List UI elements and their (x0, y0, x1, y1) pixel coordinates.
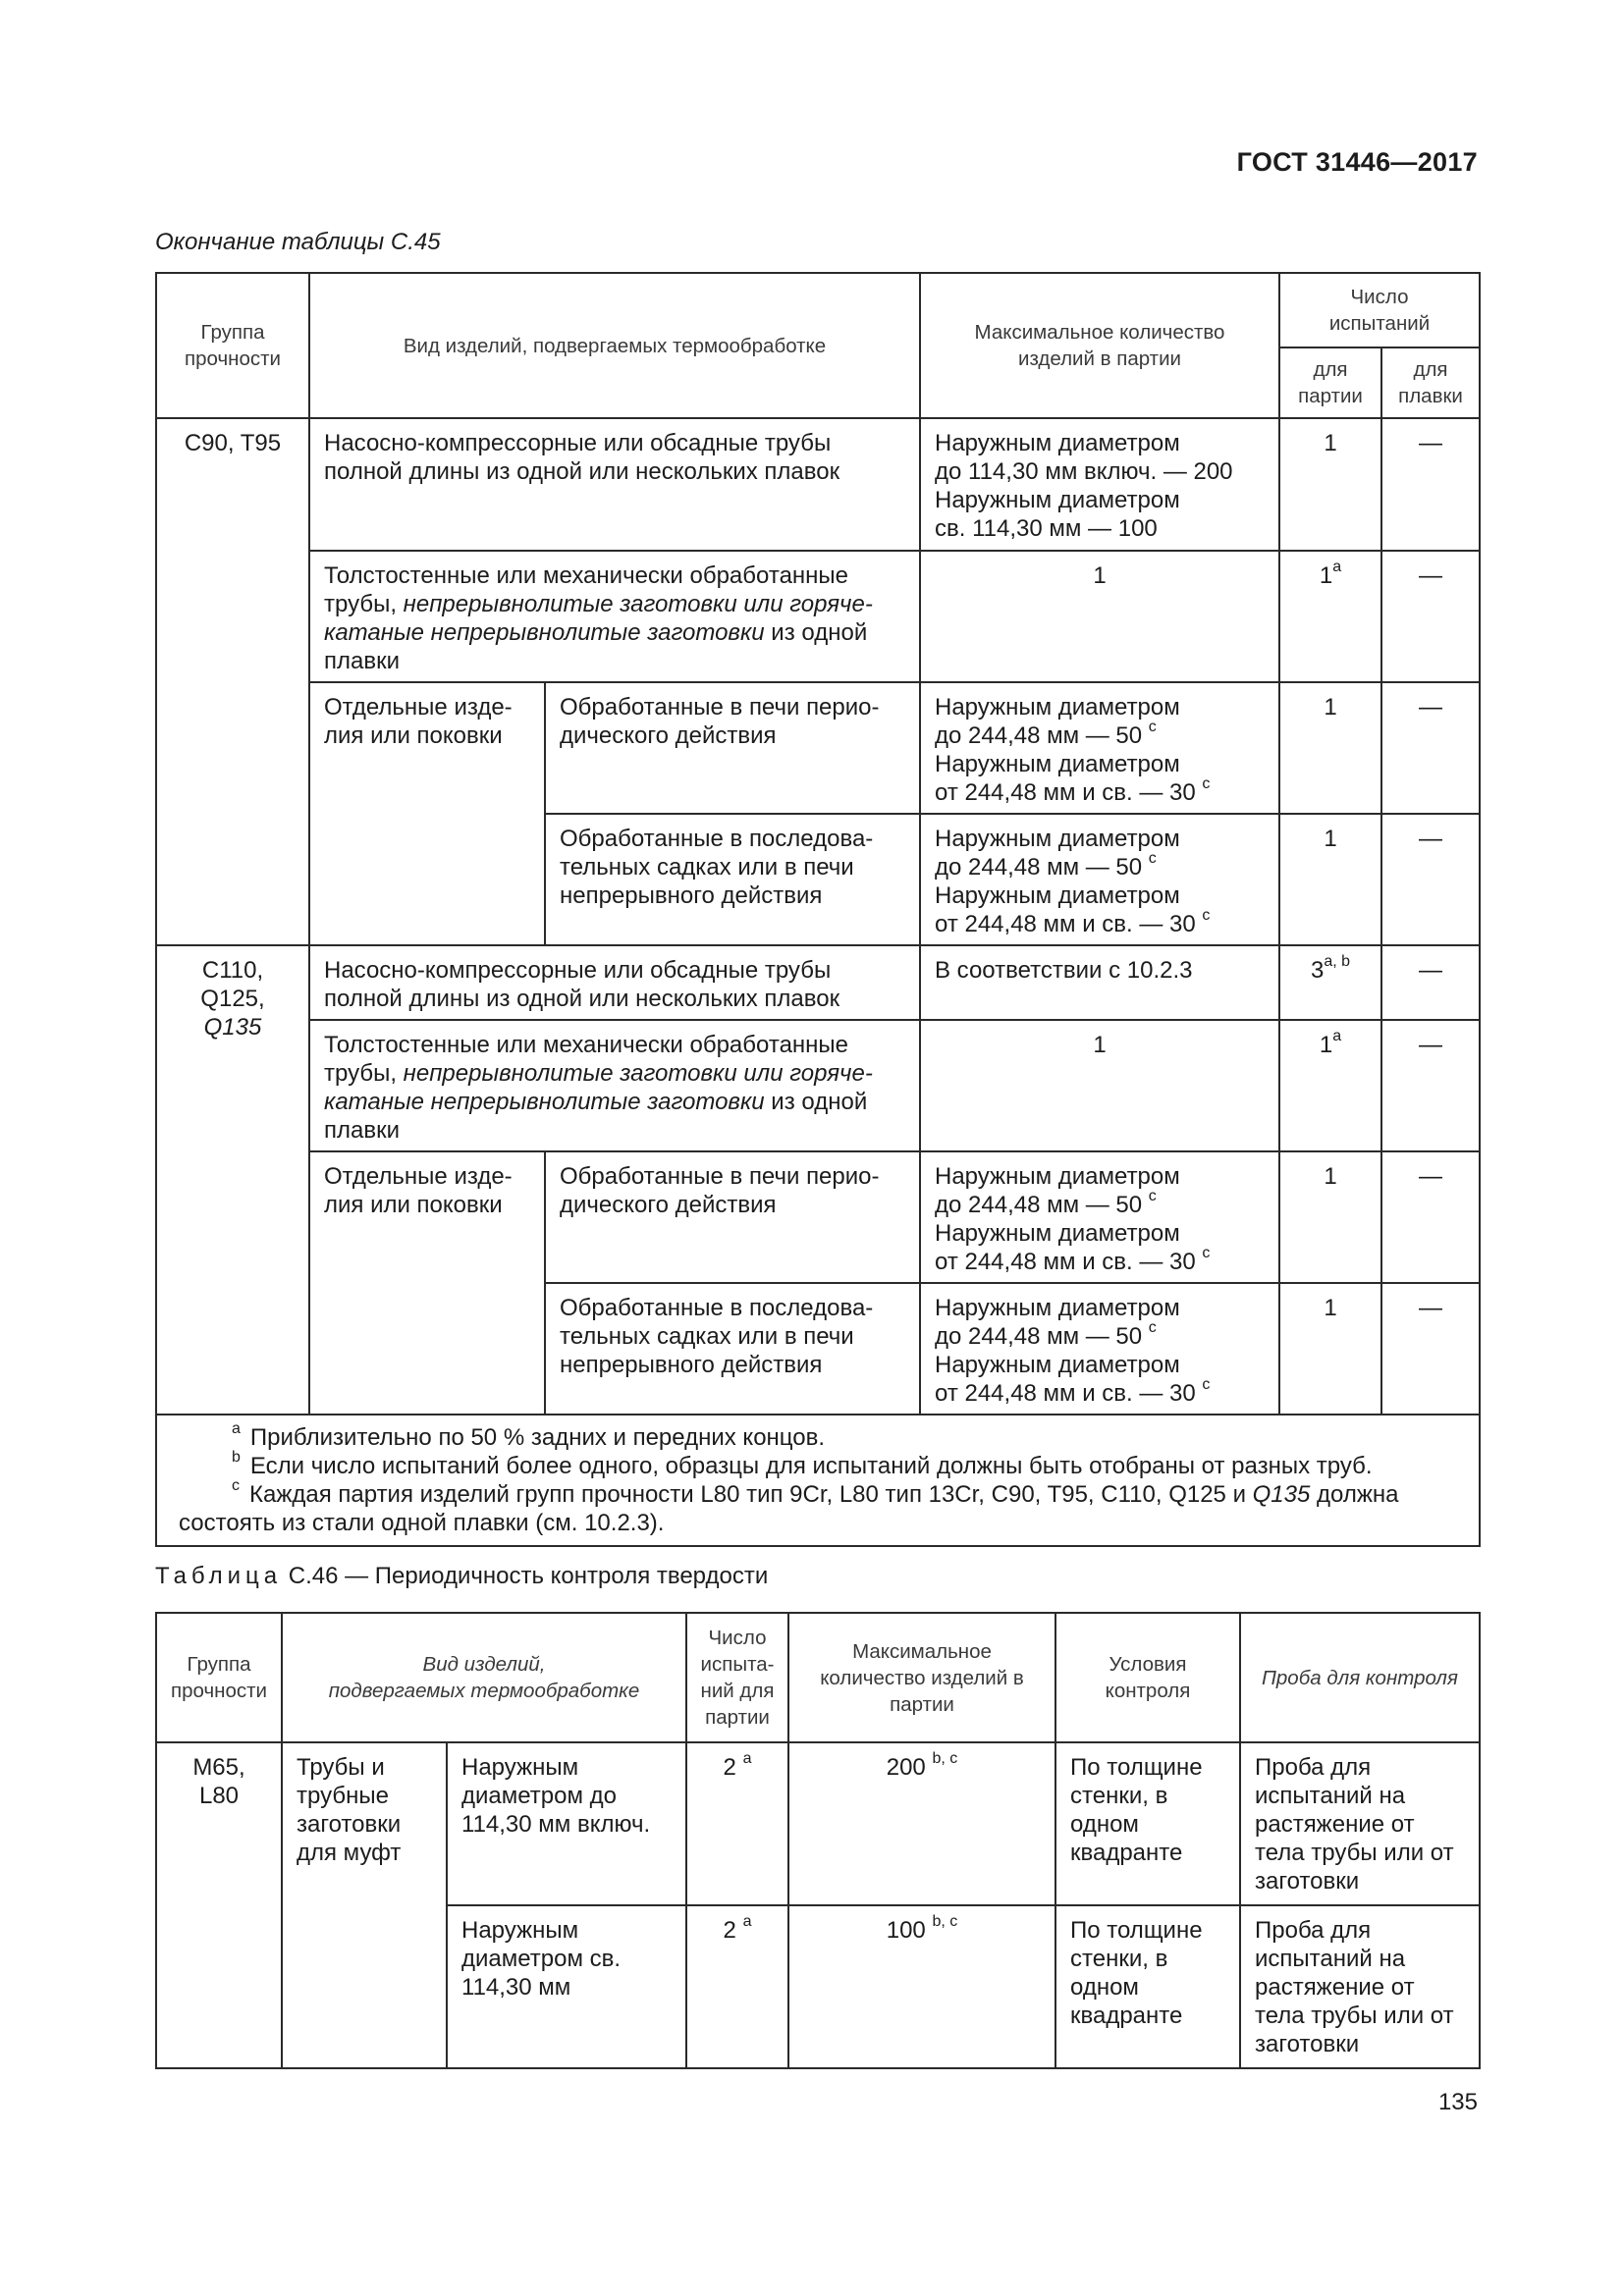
lot-cell: 1 (1279, 814, 1381, 945)
conditions-cell: По толщине стенки, в одном квадранте (1055, 1905, 1240, 2068)
table-row (156, 1742, 1480, 1905)
header-conditions: Условия контроля (1055, 1613, 1240, 1742)
lot-cell: 1 (1279, 1151, 1381, 1283)
table-caption-continuation: Окончание таблицы С.45 (155, 229, 441, 255)
heat-cell: — (1381, 418, 1480, 551)
header-kind: Вид изделий, подвергаемых термообработке (309, 273, 920, 418)
kind-cell: Толстостенные или механически обработанные трубы, непрерывнолитые заготовки или горяче-катаные непрерывнолитые заготовки из одной плавки (309, 551, 920, 682)
table-row (156, 551, 1480, 682)
lot-cell: 1$^a$ (1279, 1020, 1381, 1151)
subkind-cell: Наружным диаметром св. 114,30 мм (447, 1905, 686, 2068)
heat-cell: — (1381, 1283, 1480, 1415)
kind-cell: Отдельные изде-лия или поковки (309, 1151, 545, 1415)
sample-cell: Проба для испытаний на растяжение от тела трубы или от заготовки (1240, 1905, 1480, 2068)
table-row (156, 1151, 1480, 1283)
heat-cell: — (1381, 945, 1480, 1020)
conditions-cell: По толщине стенки, в одном квадранте (1055, 1742, 1240, 1905)
header-kind: Вид изделий, подвергаемых термообработке (282, 1613, 686, 1742)
lot-cell: 1$^a$ (1279, 551, 1381, 682)
qty-cell: 1 (920, 551, 1279, 682)
subkind-cell: Обработанные в печи перио-дического действия (545, 682, 920, 814)
table-row (156, 1020, 1480, 1151)
group-cell: M65, L80 (156, 1742, 282, 2068)
tests-cell: 2 $^a$ (686, 1742, 788, 1905)
subkind-cell: Обработанные в последова-тельных садках или в печи непрерывного действия (545, 814, 920, 945)
header-sample: Проба для контроля (1240, 1613, 1480, 1742)
qty-cell: Наружным диаметром до 244,48 мм — 50 $^c$ Наружным диаметром от 244,48 мм и св. — 30 $^c$ (920, 682, 1279, 814)
lot-cell: 1 (1279, 418, 1381, 551)
qty-cell: Наружным диаметром до 244,48 мм — 50 $^c$ Наружным диаметром от 244,48 мм и св. — 30 $^c$ (920, 814, 1279, 945)
qty-cell: Наружным диаметром до 244,48 мм — 50 $^c$ Наружным диаметром от 244,48 мм и св. — 30 $^c$ (920, 1151, 1279, 1283)
subkind-cell: Обработанные в печи перио-дического действия (545, 1151, 920, 1283)
heat-cell: — (1381, 814, 1480, 945)
lot-cell: 1 (1279, 1283, 1381, 1415)
note-c-continued: состоять из стали одной плавки (см. 10.2.3). (179, 1510, 665, 1536)
table-notes (156, 1415, 1480, 1546)
kind-cell: Насосно-компрессорные или обсадные трубы полной длины из одной или нескольких плавок (309, 418, 920, 551)
sample-cell: Проба для испытаний на растяжение от тела трубы или от заготовки (1240, 1742, 1480, 1905)
table-row (156, 945, 1480, 1020)
document-id: ГОСТ 31446—2017 (1236, 147, 1478, 177)
kind-cell: Толстостенные или механически обработанные трубы, непрерывнолитые заготовки или горяче-катаные непрерывнолитые заготовки из одной плавки (309, 1020, 920, 1151)
table-row (156, 682, 1480, 814)
header-max-qty: Максимальное количество изделий в партии (788, 1613, 1055, 1742)
qty-cell: 200 $^{b, c}$ (788, 1742, 1055, 1905)
table-row (156, 418, 1480, 551)
kind-cell: Отдельные изде-лия или поковки (309, 682, 545, 945)
header-num-tests: Число испытаний (1279, 273, 1480, 347)
note-c: $^c$ Каждая партия изделий групп прочности L80 тип 9Cr, L80 тип 13Cr, C90, T95, C110, Q125 и Q135 должна (232, 1477, 1399, 1508)
table-caption: Таблица С.46 — Периодичность контроля твердости (155, 1563, 769, 1589)
qty-cell: Наружным диаметром до 114,30 мм включ. — 200 Наружным диаметром св. 114,30 мм — 100 (920, 418, 1279, 551)
header-group: Группа прочности (156, 1613, 282, 1742)
header-max-qty: Максимальное количество изделий в партии (920, 273, 1279, 418)
header-per-heat: для плавки (1381, 347, 1480, 418)
subkind-cell: Обработанные в последова-тельных садках или в печи непрерывного действия (545, 1283, 920, 1415)
qty-cell: В соответствии с 10.2.3 (920, 945, 1279, 1020)
lot-cell: 1 (1279, 682, 1381, 814)
kind-cell: Насосно-компрессорные или обсадные трубы полной длины из одной или нескольких плавок (309, 945, 920, 1020)
tests-cell: 2 $^a$ (686, 1905, 788, 2068)
table-c45 (155, 272, 1481, 1547)
heat-cell: — (1381, 1020, 1480, 1151)
subkind-cell: Наружным диаметром до 114,30 мм включ. (447, 1742, 686, 1905)
table-c46 (155, 1612, 1481, 2069)
heat-cell: — (1381, 551, 1480, 682)
group-cell: C110, Q125, Q135 (156, 945, 309, 1415)
group-cell: C90, T95 (156, 418, 309, 945)
page-number: 135 (1437, 2089, 1478, 2115)
lot-cell: 3$^{a, b}$ (1279, 945, 1381, 1020)
heat-cell: — (1381, 682, 1480, 814)
qty-cell: Наружным диаметром до 244,48 мм — 50 $^c$ Наружным диаметром от 244,48 мм и св. — 30 $^c$ (920, 1283, 1279, 1415)
qty-cell: 100 $^{b, c}$ (788, 1905, 1055, 2068)
header-num-tests: Число испыта-ний для партии (686, 1613, 788, 1742)
note-a: $^a$ Приблизительно по 50 % задних и передних концов. (232, 1420, 826, 1451)
note-b: $^b$ Если число испытаний более одного, образцы для испытаний должны быть отобраны от разных труб. (232, 1449, 1373, 1479)
qty-cell: 1 (920, 1020, 1279, 1151)
heat-cell: — (1381, 1151, 1480, 1283)
header-group: Группа прочности (156, 273, 309, 418)
kind-cell: Трубы и трубные заготовки для муфт (282, 1742, 447, 2068)
header-per-lot: для партии (1279, 347, 1381, 418)
